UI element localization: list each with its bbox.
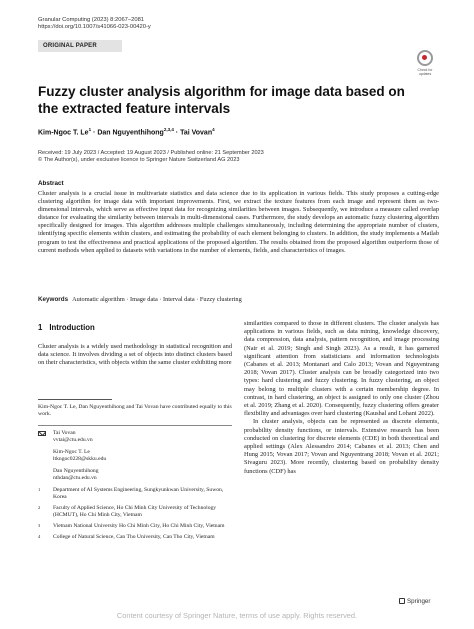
footnote-divider [38, 399, 112, 400]
intro-paragraph-right-2: In cluster analysis, objects can be represented as discrete elements, probability density functions, or intervals. Extensive research has been conducted on clustering for discrete elements (CDE) in both theoretical and applied settings (Alex Alessandro 2014; Cabanes et al. 2013; Chen and Hung 2015; Vovan 2017; Vovan and Nguyentrang 2018; Vovan et al. 2021; Sivaguru 2023). More recently, clustering based on probability density functions (CDF) has [244, 418, 439, 475]
publisher-logo [399, 598, 430, 605]
contact-name: Kim-Ngoc T. Le [53, 449, 90, 455]
article-type-badge: ORIGINAL PAPER [38, 40, 122, 52]
affiliation-number: 2 [38, 505, 41, 510]
section-title: Introduction [49, 323, 95, 332]
contact-email[interactable]: vvtai@ctu.edu.vn [53, 437, 93, 443]
contact-name: Dan Nguyenthihong [53, 468, 99, 474]
right-column [244, 320, 439, 476]
affiliation-text: Department of AI Systems Engineering, Sungkyunkwan University, Suwon, Korea [53, 487, 224, 500]
springer-horse-icon [399, 598, 405, 604]
contact-name: Tai Vovan [53, 430, 76, 436]
paper-title: Fuzzy cluster analysis algorithm for image data based on the extracted feature intervals [38, 84, 405, 116]
affiliation-item [38, 523, 232, 530]
contact-entry [53, 430, 232, 444]
author-name[interactable]: Tai Vovan [180, 129, 213, 137]
affiliation-item [38, 487, 232, 501]
correspondence-block [38, 430, 232, 545]
author-separator: · [173, 129, 181, 137]
envelope-icon [38, 431, 46, 436]
author-list [38, 127, 215, 136]
check-updates-icon [417, 50, 433, 66]
keywords-list: Automatic algorithm · Image data · Interval data · Fuzzy clustering [72, 296, 242, 303]
courtesy-notice: Content courtesy of Springer Nature, terms of use apply. Rights reserved. [116, 611, 358, 620]
contact-entry [53, 468, 232, 482]
journal-citation: Granular Computing (2023) 8:2067–2081 [38, 17, 145, 23]
affiliation-text: College of Natural Science, Can Tho University, Can Tho City, Vietnam [53, 534, 215, 540]
equal-contribution-note: Kim-Ngoc T. Le, Dan Nguyenthihong and Tai Vovan have contributed equally to this work. [38, 404, 232, 417]
author-affiliation-mark: 4 [212, 127, 215, 132]
affiliation-number: 3 [38, 523, 41, 528]
author-separator: · [91, 129, 98, 137]
abstract-text: Cluster analysis is a crucial issue in multivariate statistics and data science due to its application in various fields. This study proposes a cutting-edge clustering algorithm for image data with important improvements. First, we extract the texture features from each image and represent them as two-dimensional intervals, which serve as effective input data for recognizing similarities between images. Subsequently, we introduce a measure called overlap distance for evaluating the similarity between intervals in multi-dimensional cases. Furthermore, the study develops an automatic fuzzy clustering algorithm specifically designed for images. This algorithm addresses multiple challenges simultaneously, including determining the appropriate number of clusters, identifying specific elements within clusters, and estimating the probability of each element belonging to clusters. In addition, the study implements a Matlab program to test the effectiveness and practical applications of the proposed algorithm. The results obtained from the proposed algorithm outperform those of current methods when applied to datasets with variations in the number of elements, fields, and characteristics of images. [38, 190, 439, 254]
keywords-label: Keywords [38, 296, 69, 303]
publisher-name: Springer [407, 598, 431, 605]
affiliation-text: Faculty of Applied Science, Ho Chi Minh City University of Technology (HCMUT), Ho Chi Minh City, Vietnam [53, 505, 217, 518]
history-dates: Received: 19 July 2023 / Accepted: 19 August 2023 / Published online: 21 September 2023 [38, 150, 264, 156]
affiliation-text: Vietnam National University Ho Chi Minh City, Ho Chi Minh City, Vietnam [53, 523, 225, 529]
abstract-heading: Abstract [38, 180, 64, 187]
intro-paragraph-right-1: similarities compared to those in different clusters. The cluster analysis has applications in various fields, such as data mining, knowledge discovery, data compression, data analysis, pattern recognition, and image processing (Nair et al. 2019; Singh and Singh 2023). As a result, it has garnered significant attention from statisticians and information technologists (Cabanes et al. 2013; Montanari and Calo 2013; Vovan and Nguyentrang 2018; Vovan 2017). Cluster analysis can be broadly categorized into two types: hard clustering and fuzzy clustering. In fuzzy clustering, an object may belong to multiple clusters with a certain membership degree. In contrast, in hard clustering, an object is assigned to only one cluster (Zhou et al. 2019; Zhang et al. 2020). Consequently, fuzzy clustering offers greater flexibility and advantages over hard clustering (Kaushal and Lohani 2022). [244, 320, 439, 418]
keywords-line [38, 296, 242, 303]
affiliation-list [38, 487, 232, 541]
copyright-line: © The Author(s), under exclusive licence to Springer Nature Switzerland AG 2023 [38, 157, 240, 164]
correspondence-divider [38, 425, 232, 426]
publication-dates [38, 150, 264, 164]
intro-paragraph-left: Cluster analysis is a widely used methodology in statistical recognition and data science. It involves dividing a set of objects into distinct clusters based on their characteristics, with objects within the same cluster exhibiting more [38, 343, 232, 367]
journal-meta [38, 17, 151, 32]
check-for-updates[interactable] [414, 50, 436, 76]
affiliation-number: 4 [38, 534, 41, 539]
author-affiliation-mark: 2,3,4 [163, 127, 174, 132]
author-name[interactable]: Dan Nguyenthihong [97, 129, 164, 137]
author-name[interactable]: Kim-Ngoc T. Le [38, 129, 89, 137]
affiliation-number: 1 [38, 487, 41, 492]
contact-email[interactable]: ltkngoc0228@skku.edu [53, 456, 107, 462]
doi-link[interactable]: https://doi.org/10.1007/s41066-023-00420-y [38, 24, 151, 31]
affiliation-item [38, 534, 232, 541]
check-updates-label: Check for updates [417, 68, 433, 76]
section-heading-introduction [38, 323, 95, 332]
contact-entry [53, 449, 232, 463]
author-affiliation-mark: 1 [88, 127, 92, 132]
contact-email[interactable]: nthdan@ctu.edu.vn [53, 475, 97, 481]
section-number: 1 [38, 323, 43, 332]
affiliation-item [38, 505, 232, 519]
